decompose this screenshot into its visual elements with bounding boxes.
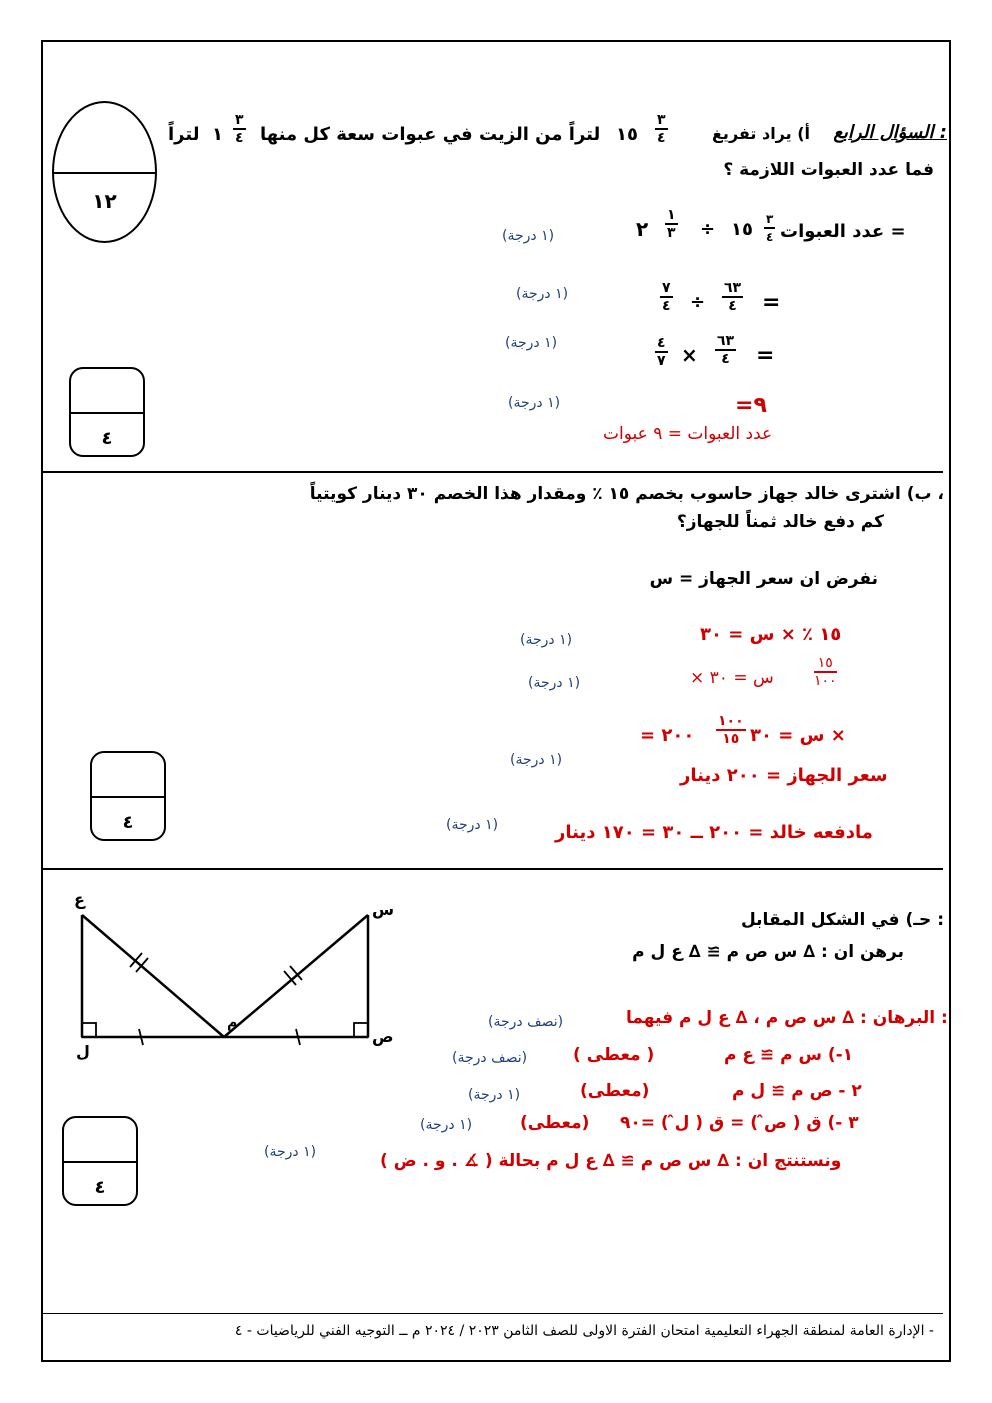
score-box-a: ٤ [69, 367, 145, 457]
total-score: ١٢ [92, 189, 117, 213]
proof-step3-reason: (معطى) [520, 1113, 590, 1133]
label-s: س [372, 900, 395, 919]
footer: الإدارة العامة لمنطقة الجهراء التعليمية امتحان الفترة الاولى للصف الثامن ٢٠٢٣ / ٢٠٢٤ م ــ التوجيه الفني للرياضيات - ٤ - [234, 1323, 934, 1339]
score-box-b: ٤ [90, 751, 166, 841]
sol3-frac-a: ٦٣ ٤ [717, 333, 735, 367]
sol1-whole-b: ٢ [636, 217, 649, 241]
proof-title: البرهان : ∆ س ص م ، ∆ ع ل م فيهما : [626, 1008, 948, 1028]
fraction-three-quarters: ٣ ٤ [657, 112, 666, 146]
whole-one: ١ [212, 124, 223, 145]
mark-c4: (١ درجة) [420, 1117, 473, 1133]
sol2-frac-a: ٦٣ ٤ [724, 280, 742, 314]
sol2-divide: ÷ [690, 292, 706, 313]
part-b-line2: كم دفع خالد ثمناً للجهاز؟ [676, 512, 884, 532]
sol2-eq: = [762, 290, 781, 315]
proof-conclusion: ونستنتج ان : ∆ س ص م ≅ ∆ ع ل م بحالة ( ∡ . و . ض ) [380, 1151, 842, 1171]
whole-fifteen: ١٥ [616, 124, 638, 145]
divider-3 [43, 1313, 943, 1314]
part-a-question: فما عدد العبوات اللازمة ؟ [723, 160, 934, 180]
label-m: م [227, 1015, 238, 1031]
score-oval [52, 101, 157, 243]
part-b-step1: ١٥ ٪ × س = ٣٠ [700, 624, 842, 645]
part-b-step2-frac: ١٥ ١٠٠ [814, 655, 837, 689]
part-b-step5: مادفعه خالد = ٢٠٠ ــ ٣٠ = ١٧٠ دينار [555, 822, 873, 843]
part-b-step3-left: س = ٣٠ × [750, 725, 846, 746]
mark-b2: (١ درجة) [528, 675, 581, 691]
part-b-step3-frac: ١٠٠ ١٥ [718, 713, 744, 747]
mark-a3: (١ درجة) [505, 335, 558, 351]
proof-step3: ٣ -) ق ( ص̂ ) = ق ( ل̂ ) =٩٠ [620, 1113, 859, 1133]
mark-c1: (نصف درجة) [488, 1014, 564, 1030]
mark-a1: (١ درجة) [502, 228, 555, 244]
part-b-line1: ب) اشترى خالد جهاز حاسوب بخصم ١٥ ٪ ومقدار هذا الخصم ٣٠ دينار كويتياً ، [309, 484, 944, 504]
part-c-line1: حـ) في الشكل المقابل : [741, 910, 944, 930]
label-sad: ص [372, 1027, 394, 1046]
sol3-eq: = [756, 343, 775, 368]
mark-a2: (١ درجة) [516, 286, 569, 302]
proof-step2: ٢ - ص م ≅ ل م [732, 1081, 862, 1101]
proof-step1: ١-) س م ≅ ع م [724, 1045, 854, 1065]
mark-c2: (نصف درجة) [452, 1050, 528, 1066]
score-box-c: ٤ [62, 1116, 138, 1206]
mark-c5: (١ درجة) [264, 1144, 317, 1160]
sol-final: عدد العبوات = ٩ عبوات [603, 424, 773, 444]
right-angle-left [82, 1023, 96, 1037]
fraction-three-quarters-2: ٣ ٤ [235, 112, 244, 146]
part-b-step2: × س = ٣٠ [690, 668, 774, 688]
sol1-whole-a: ١٥ [731, 219, 753, 240]
mark-b1: (١ درجة) [520, 632, 573, 648]
mark-b4: (١ درجة) [446, 817, 499, 833]
label-a: ع [74, 890, 85, 909]
proof-step1-reason: ( معطى ) [573, 1045, 655, 1065]
part-c-line2: برهن ان : ∆ س ص م ≅ ∆ ع ل م [632, 942, 904, 962]
solution-label: عدد العبوات = [780, 221, 906, 242]
sol4-result: =٩ [735, 393, 767, 418]
part-b-step3-right: = ٢٠٠ [640, 725, 695, 746]
mark-b3: (١ درجة) [510, 752, 563, 768]
triangles-figure [60, 885, 410, 1060]
part-a-middle-text: لتراً من الزيت في عبوات سعة كل منها [260, 124, 601, 145]
question-title: السؤال الرابع : [833, 122, 947, 143]
sol3-frac-b: ٤ ٧ [657, 335, 666, 369]
part-a-intro: أ) يراد تفريغ [712, 124, 811, 143]
part-b-assume: نفرض ان سعر الجهاز = س [649, 569, 878, 589]
mark-c3: (١ درجة) [468, 1087, 521, 1103]
divider-1 [43, 471, 943, 473]
part-b-step4: سعر الجهاز = ٢٠٠ دينار [680, 765, 888, 786]
right-hypotenuse [224, 915, 368, 1037]
part-a-end-text: لتراً [168, 124, 200, 145]
proof-step2-reason: (معطى) [580, 1081, 650, 1101]
left-hypotenuse [82, 915, 224, 1037]
sol1-frac-b: ١ ٣ [667, 207, 676, 241]
mark-a4: (١ درجة) [508, 395, 561, 411]
sol1-frac-a: ٣ ٤ [766, 212, 774, 244]
sol1-divide: ÷ [700, 219, 716, 240]
label-l: ل [76, 1042, 90, 1060]
sol3-times: × [681, 343, 698, 367]
sol2-frac-b: ٧ ٤ [662, 280, 671, 314]
right-angle-right [354, 1023, 368, 1037]
divider-2 [43, 868, 943, 870]
